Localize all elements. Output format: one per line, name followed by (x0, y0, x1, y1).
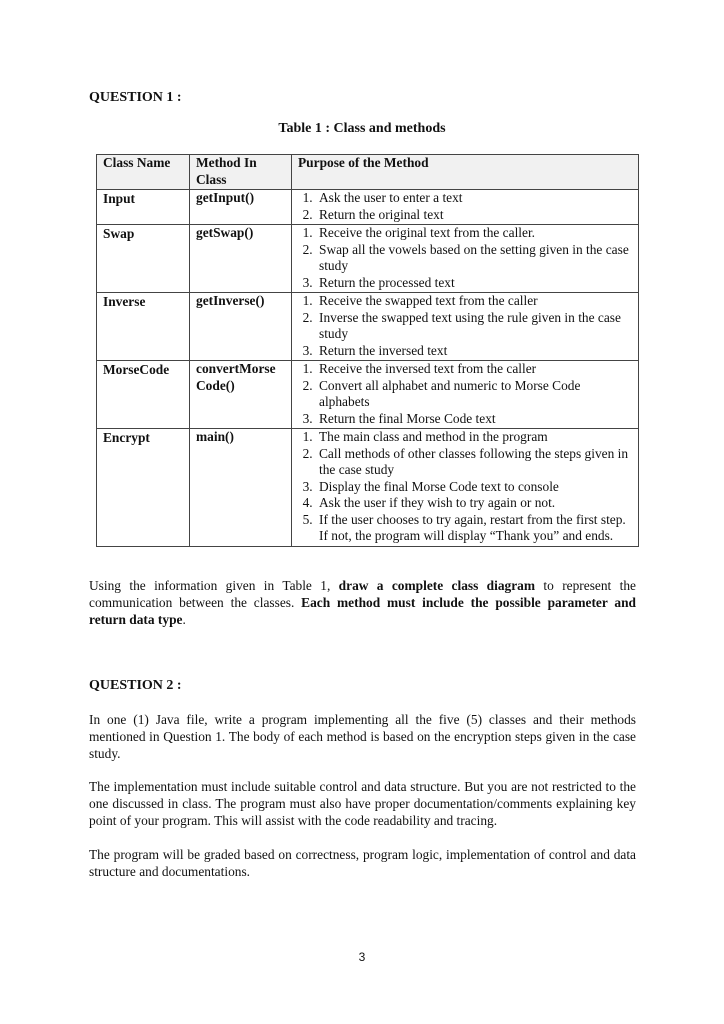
method-cell: getInput() (190, 190, 292, 225)
method-cell: getInverse() (190, 293, 292, 361)
purpose-list-item: 3. Display the final Morse Code text to console (316, 479, 632, 496)
purpose-list (298, 190, 632, 223)
column-header-purpose: Purpose of the Method (292, 155, 639, 190)
question-2-paragraph-3: The program will be graded based on correctness, program logic, implementation of control and data structure and documentations. (89, 847, 636, 879)
purpose-cell (292, 361, 639, 429)
instruction-bold-1: draw a complete class diagram (338, 578, 536, 593)
purpose-cell (292, 190, 639, 225)
purpose-list-item: 5. If the user chooses to try again, restart from the first step. If not, the program will display “Thank you” and ends. (316, 512, 632, 545)
table-header-row (97, 155, 639, 190)
purpose-list-item: 2. Convert all alphabet and numeric to Morse Code alphabets (316, 378, 632, 411)
question-2-paragraph-2: The implementation must include suitable control and data structure. But you are not restricted to the one discussed in class. The program must also have proper documentation/comments explaining key point of your program. This will assist with the code readability and tracing. (89, 779, 636, 828)
purpose-list-item: 3. Return the inversed text (316, 343, 632, 360)
column-header-method: Method In Class (190, 155, 292, 190)
purpose-list (298, 429, 632, 545)
question-1-instruction (89, 577, 636, 628)
table-caption: Table 1 : Class and methods (278, 121, 446, 136)
method-cell: convertMorse Code() (190, 361, 292, 429)
class-name-cell: Encrypt (97, 429, 190, 547)
purpose-list-item: 2. Call methods of other classes following the steps given in the case study (316, 446, 632, 479)
class-name-cell: Swap (97, 225, 190, 293)
purpose-list-item: 1. Ask the user to enter a text (316, 190, 632, 207)
class-name-cell: MorseCode (97, 361, 190, 429)
purpose-list-item: 3. Return the final Morse Code text (316, 411, 632, 428)
purpose-list-item: 1. Receive the original text from the caller. (316, 225, 632, 242)
table-row (97, 190, 639, 225)
purpose-list-item: 1. Receive the inversed text from the caller (316, 361, 632, 378)
instruction-text-1: Using the information given in Table 1, (89, 578, 339, 593)
table-row (97, 293, 639, 361)
column-header-class-name: Class Name (97, 155, 190, 190)
instruction-text-2: to represent the communication between the classes. (89, 578, 636, 610)
purpose-cell (292, 429, 639, 547)
purpose-list-item: 4. Ask the user if they wish to try again or not. (316, 495, 632, 512)
purpose-list-item: 1. Receive the swapped text from the caller (316, 293, 632, 310)
method-cell: getSwap() (190, 225, 292, 293)
purpose-list-item: 2. Swap all the vowels based on the setting given in the case study (316, 242, 632, 275)
instruction-text-3: . (182, 612, 186, 627)
table-row (97, 361, 639, 429)
purpose-list-item: 1. The main class and method in the program (316, 429, 632, 446)
page-number: 3 (358, 950, 366, 964)
class-name-cell: Input (97, 190, 190, 225)
table-row (97, 225, 639, 293)
method-cell: main() (190, 429, 292, 547)
purpose-list (298, 225, 632, 291)
purpose-list (298, 361, 632, 427)
question-1-heading: QUESTION 1 : (89, 90, 182, 105)
question-2-paragraph-1: In one (1) Java file, write a program implementing all the five (5) classes and their methods mentioned in Question 1. The body of each method is based on the encryption steps given in the case study. (89, 712, 636, 761)
purpose-list-item: 3. Return the processed text (316, 275, 632, 292)
purpose-list-item: 2. Return the original text (316, 207, 632, 224)
instruction-bold-2: Each method must include the possible parameter and return data type (89, 595, 636, 627)
question-2-heading: QUESTION 2 : (89, 678, 182, 693)
purpose-cell (292, 293, 639, 361)
purpose-cell (292, 225, 639, 293)
class-methods-table (96, 154, 639, 547)
table-row (97, 429, 639, 547)
purpose-list-item: 2. Inverse the swapped text using the rule given in the case study (316, 310, 632, 343)
class-name-cell: Inverse (97, 293, 190, 361)
purpose-list (298, 293, 632, 359)
